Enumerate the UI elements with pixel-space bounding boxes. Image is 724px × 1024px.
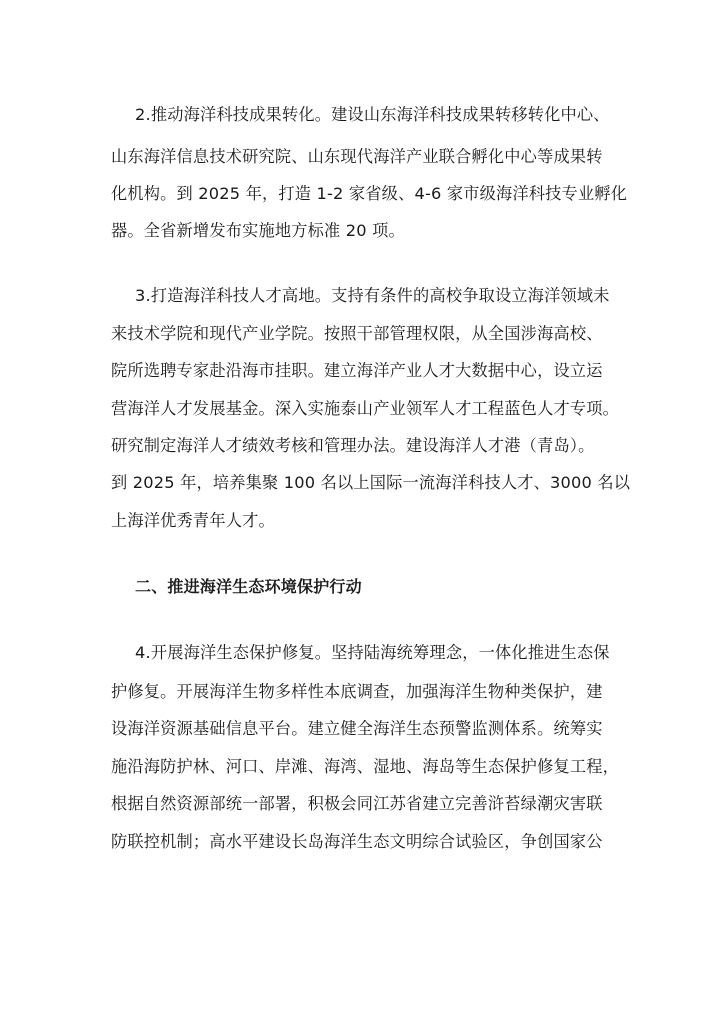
paragraph-line: 山东海洋信息技术研究院、山东现代海洋产业联合孵化中心等成果转: [111, 147, 603, 166]
paragraph-line: 来技术学院和现代产业学院。按照干部管理权限，从全国涉海高校、: [111, 324, 603, 343]
paragraph-line: 器。全省新增发布实施地方标准 20 项。: [111, 221, 405, 240]
paragraph-line: 上海洋优秀青年人才。: [111, 511, 275, 530]
paragraph-line: 到 2025 年，培养集聚 100 名以上国际一流海洋科技人才、3000 名以: [111, 473, 631, 492]
paragraph-line: 防联控机制；高水平建设长岛海洋生态文明综合试验区，争创国家公: [111, 832, 603, 851]
paragraph-line: 营海洋人才发展基金。深入实施泰山产业领军人才工程蓝色人才专项。: [111, 399, 620, 418]
paragraph-line: 施沿海防护林、河口、岸滩、海湾、湿地、海岛等生态保护修复工程，: [111, 757, 620, 776]
section-heading: 二、推进海洋生态环境保护行动: [135, 577, 362, 596]
paragraph-line: 院所选聘专家赴沿海市挂职。建立海洋产业人才大数据中心，设立运: [111, 361, 603, 380]
paragraph-line: 3.打造海洋科技人才高地。支持有条件的高校争取设立海洋领域未: [135, 286, 610, 305]
paragraph-line: 根据自然资源部统一部署，积极会同江苏省建立完善浒苔绿潮灾害联: [111, 794, 603, 813]
paragraph-line: 4.开展海洋生态保护修复。坚持陆海统筹理念，一体化推进生态保: [135, 643, 610, 662]
paragraph-line: 研究制定海洋人才绩效考核和管理办法。建设海洋人才港（青岛）。: [111, 436, 595, 455]
paragraph-line: 化机构。到 2025 年，打造 1-2 家省级、4-6 家市级海洋科技专业孵化: [111, 184, 628, 203]
paragraph-line: 护修复。开展海洋生物多样性本底调查，加强海洋生物种类保护，建: [111, 682, 603, 701]
paragraph-line: 设海洋资源基础信息平台。建立健全海洋生态预警监测体系。统筹实: [111, 719, 603, 738]
paragraph-line: 2.推动海洋科技成果转化。建设山东海洋科技成果转移转化中心、: [135, 105, 610, 124]
